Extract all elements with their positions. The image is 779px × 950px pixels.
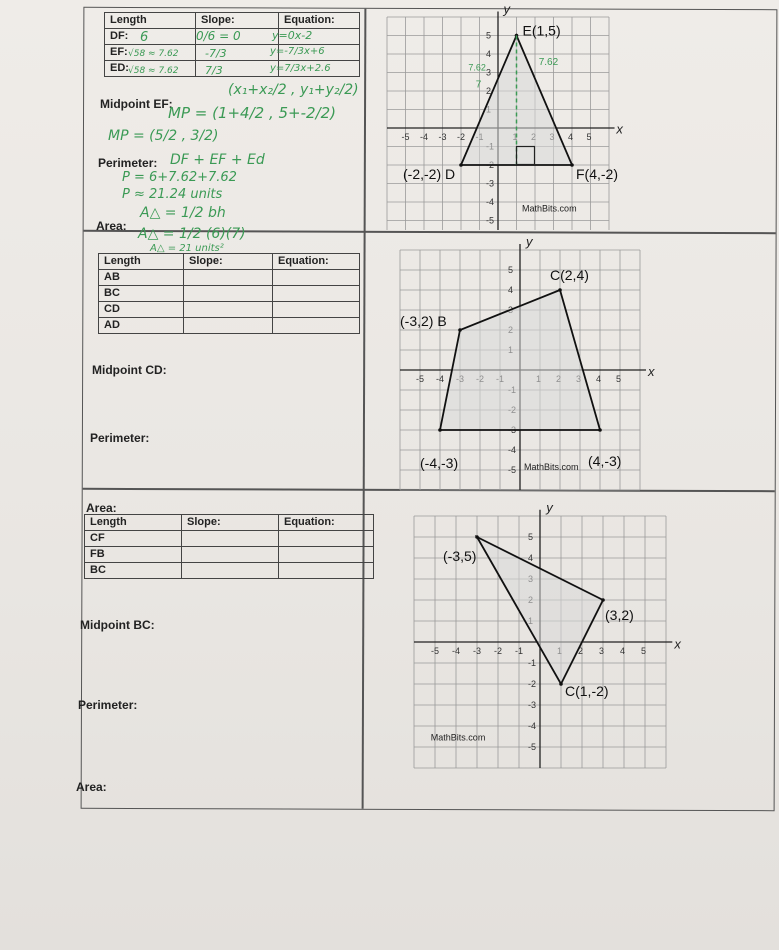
table-row [85,547,374,563]
graph-quadrilateral-abcd [378,236,678,494]
table-row [99,286,360,302]
x-tick-label: 5 [586,132,592,142]
y-tick-label: -5 [486,215,495,226]
vertex-point-c [559,682,563,686]
y-tick-label: -4 [486,197,495,207]
cell [273,286,360,302]
y-tick-label: 5 [486,30,492,41]
header-equation: Equation: [273,254,360,270]
x-tick-label: -2 [494,646,503,656]
cell [182,563,279,579]
vertex-label-c: C(2,4) [550,267,589,283]
area-label-3: Area: [76,780,107,794]
cell [273,302,360,318]
header-equation: Equation: [279,13,360,29]
table-row [99,302,360,318]
hw-midpoint-1: MP = (1+4/2 , 5+-2/2) [168,104,337,122]
hw-df-equation: y=0x-2 [272,29,313,42]
y-tick-label: -5 [528,742,537,752]
graph-triangle-def [378,2,668,230]
vertex-point-d [459,163,463,167]
row-label-ab: AB [99,270,184,286]
hw-area-1: A△ = 1/2 bh [140,205,226,221]
header-slope: Slope: [196,13,279,29]
y-tick-label: -3 [486,178,495,189]
header-slope: Slope: [184,254,273,270]
midpoint-bc-label: Midpoint BC: [80,618,155,632]
x-tick-label: -4 [420,132,429,142]
hw-ef-equation: y=-7/3x+6 [270,46,325,57]
vertex-point-d [598,428,602,432]
y-tick-label: 5 [508,265,514,275]
x-tick-label: 4 [620,646,626,656]
area-label-1: Area: [96,219,127,233]
x-tick-label: -5 [401,132,410,142]
vertex-point-f [570,163,574,167]
y-tick-label: 3 [486,67,492,78]
cell [273,318,360,334]
hw-perimeter-1: DF + EF + Ed [170,152,265,168]
table-row [85,531,374,547]
cell [184,286,273,302]
x-tick-label: -5 [416,374,425,384]
x-tick-label: 4 [568,132,574,142]
vertex-point-a [438,428,442,432]
vertex-point-b [601,598,605,602]
hw-len-label-2: 7.62 [468,62,486,73]
y-tick-label: -2 [528,679,537,689]
hw-ef-slope: -7/3 [205,47,227,60]
x-tick-label: 2 [578,646,584,656]
vertex-label-d: (-2,-2) D [403,166,456,182]
row-label-df: DF: [105,29,196,45]
cell [182,531,279,547]
x-tick-label: 3 [599,646,605,656]
x-tick-label: -4 [436,374,445,384]
hw-midpoint-2: MP = (5/2 , 3/2) [108,128,219,144]
credit-label: MathBits.com [524,462,579,472]
cell [279,547,374,563]
cell [279,563,374,579]
x-tick-label: -5 [431,646,440,656]
row-label-bc: BC [99,286,184,302]
vertex-label-e: E(1,5) [522,22,561,39]
hw-ef-length: √58 ≈ 7.62 [128,49,179,59]
cell [279,531,374,547]
y-tick-label: 2 [486,86,492,96]
row-label-ef: EF: [105,45,196,61]
vertex-label-f: F(4,-2) [576,166,618,182]
midpoint-ef-label: Midpoint EF: [100,97,173,111]
perimeter-label-3: Perimeter: [78,698,138,712]
table-header-row [105,13,360,29]
x-tick-label: 5 [641,646,647,656]
midpoint-cd-label: Midpoint CD: [92,363,167,377]
cell [184,270,273,286]
area-label-2: Area: [86,501,117,515]
x-tick-label: -2 [457,132,466,142]
cell [273,270,360,286]
vertex-label-f: (-3,5) [443,548,477,564]
graph-triangle-fbc [410,500,700,778]
row-label-ed: ED: [105,61,196,77]
y-tick-label: -4 [508,445,517,455]
y-axis-label: y [526,236,533,249]
vertex-label-d: (4,-3) [588,453,622,469]
y-tick-label: 4 [528,553,534,563]
row-label-cf: CF [85,531,182,547]
header-length: Length [99,254,184,270]
vertex-label-b: (-3,2) B [400,313,447,329]
perimeter-label-2: Perimeter: [90,431,150,445]
cell [184,318,273,334]
column-divider [362,9,366,809]
x-tick-label: 4 [596,374,602,384]
x-axis-label: x [616,121,623,137]
row-label-cd: CD [99,302,184,318]
perimeter-label-1: Perimeter: [98,156,158,170]
hw-perimeter-2: P = 6+7.62+7.62 [122,170,237,185]
y-axis-label: y [503,2,511,17]
shape-polygon [440,290,600,430]
y-tick-label: -4 [528,721,537,731]
y-axis-label: y [546,500,553,515]
table-row [99,318,360,334]
y-tick-label: -5 [508,465,517,475]
header-length: Length [85,515,182,531]
table-header-row [99,254,360,270]
row-label-ad: AD [99,318,184,334]
cell [182,547,279,563]
x-tick-label: -1 [515,646,524,656]
hw-midpoint-formula: (x₁+x₂/2 , y₁+y₂/2) [228,82,359,98]
y-tick-label: 4 [508,285,514,295]
y-tick-label: -3 [528,700,537,710]
x-tick-label: 5 [616,374,622,384]
hw-ed-slope: 7/3 [205,64,223,77]
hw-df-slope: 0/6 = 0 [196,29,241,43]
table-section3 [84,514,374,579]
hw-len-label-1: 7.62 [538,57,559,69]
row-label-bc: BC [85,563,182,579]
x-tick-label: -3 [473,646,482,656]
row-label-fb: FB [85,547,182,563]
hw-perimeter-3: P ≈ 21.24 units [122,187,223,202]
hw-ed-length: √58 ≈ 7.62 [128,66,179,76]
vertex-label-a: (-4,-3) [420,455,459,471]
hw-height-label: 7 [475,79,482,91]
cell [184,302,273,318]
y-tick-label: -1 [528,658,537,668]
vertex-label-c: C(1,-2) [565,683,609,699]
y-tick-label: 4 [486,49,492,59]
vertex-point-b [458,328,462,332]
hw-area-3: A△ = 21 units² [150,243,224,254]
hw-ed-equation: y=7/3x+2.6 [270,63,331,74]
header-equation: Equation: [279,515,374,531]
x-axis-label: x [674,636,681,652]
table-row [85,563,374,579]
credit-label: MathBits.com [430,732,486,743]
x-tick-label: -4 [452,646,461,656]
x-tick-label: -3 [438,132,447,142]
hw-df-length: 6 [140,30,149,45]
vertex-point-f [475,535,479,539]
hw-area-2: A△ = 1/2 (6)(7) [138,226,246,242]
y-tick-label: 5 [528,532,534,542]
table-row [99,270,360,286]
header-length: Length [105,13,196,29]
table-header-row [85,515,374,531]
table-section2 [98,253,360,334]
x-axis-label: x [648,364,655,379]
vertex-point-c [558,288,562,292]
vertex-label-b: (3,2) [605,607,634,623]
header-slope: Slope: [182,515,279,531]
credit-label: MathBits.com [522,203,577,214]
